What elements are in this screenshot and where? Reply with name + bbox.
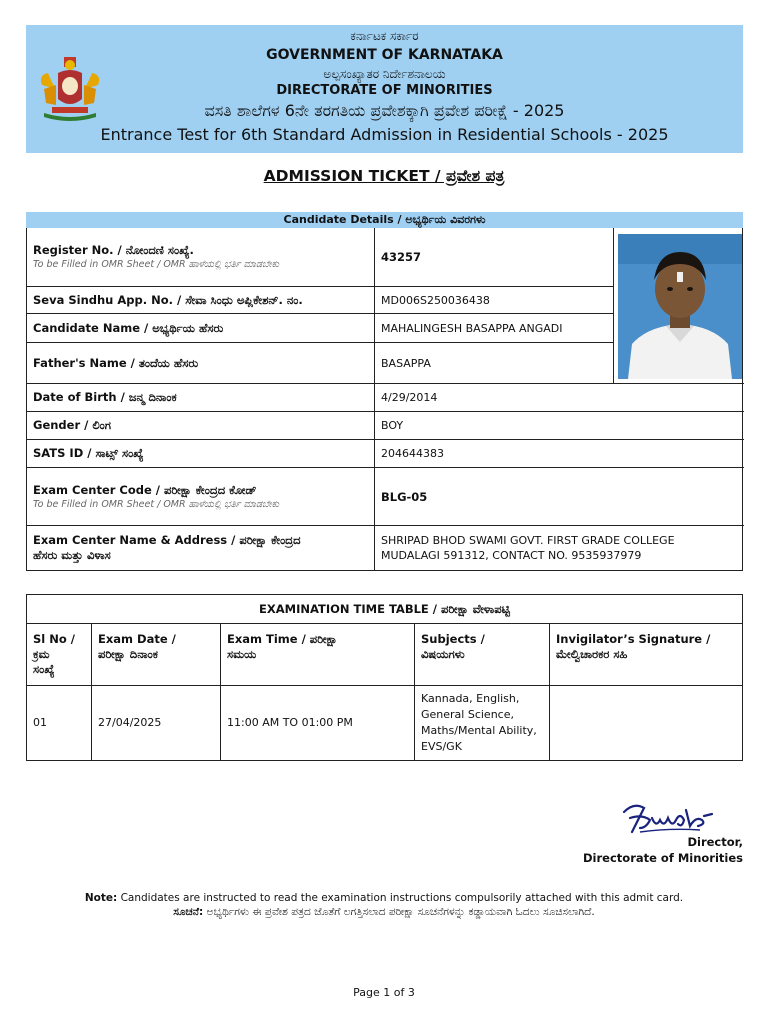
row-father-name (27, 342, 613, 383)
header-invigilator-signature: Invigilator’s Signature / ಮೇಲ್ವಿಚಾರಕರ ಸಹಿ (556, 632, 711, 661)
header-subjects: Subjects / ವಿಷಯಗಳು (415, 624, 550, 685)
row-register-no (27, 228, 613, 286)
cell-exam-time: 11:00 AM TO 01:00 PM (221, 686, 415, 760)
directorate-title: DIRECTORATE OF MINORITIES (276, 83, 493, 98)
dob-value: 4/29/2014 (381, 391, 438, 404)
cell-exam-date: 27/04/2025 (92, 686, 221, 760)
page-number: Page 1 of 3 (353, 986, 415, 999)
exam-timetable (26, 594, 743, 761)
kn-directorate-text: ಅಲ್ಪಸಂಖ್ಯಾತರ ನಿರ್ದೇಶನಾಲಯ (323, 67, 446, 81)
register-no-label: Register No. / ನೋಂದಣಿ ಸಂಖ್ಯೆ. (33, 243, 194, 257)
director-signature-icon (620, 798, 715, 836)
seva-sindhu-value: MD006S250036438 (381, 293, 490, 307)
exam-title: Entrance Test for 6th Standard Admission in Residential Schools - 2025 (100, 125, 669, 144)
photo-cell (613, 228, 744, 383)
header-exam-time: Exam Time / ಪರೀಕ್ಷಾ ಸಮಯ (221, 624, 415, 685)
kn-exam-title: ವಸತಿ ಶಾಲೆಗಳ 6ನೇ ತರಗತಿಯ ಪ್ರವೇಶಕ್ಕಾಗಿ ಪ್ರವೇಶ ಪರೀಕ್ಷೆ - 2025 (204, 101, 565, 120)
register-no-note: To be Filled in OMR Sheet / OMR ಹಾಳೆಯಲ್ಲಿ ಭರ್ತಿ ಮಾಡಬೇಕು (33, 259, 279, 270)
kn-government-text: ಕರ್ನಾಟಕ ಸರ್ಕಾರ (350, 29, 419, 43)
candidate-name-label: Candidate Name / ಅಭ್ಯರ್ಥಿಯ ಹೆಸರು (33, 320, 224, 335)
father-name-value: BASAPPA (381, 356, 431, 370)
header-exam-date: Exam Date / ಪರೀಕ್ಷಾ ದಿನಾಂಕ (92, 624, 221, 685)
gender-label: Gender / ಲಿಂಗ (33, 418, 111, 432)
cell-sl-no: 01 (27, 686, 92, 760)
row-center-code (27, 467, 744, 525)
father-name-label: Father's Name / ತಂದೆಯ ಹೆಸರು (33, 355, 199, 370)
row-seva-sindhu (27, 286, 613, 313)
note-label: Note: (84, 892, 118, 904)
register-no-value: 43257 (381, 250, 422, 264)
center-name-label-line1: Exam Center Name & Address / ಪರೀಕ್ಷಾ ಕೇಂದ್ರದ (33, 533, 301, 547)
director-title: Director, (687, 835, 743, 849)
sats-id-label: SATS ID / ಸಾಟ್ಸ್ ಸಂಖ್ಯೆ (33, 446, 144, 460)
note-english (0, 892, 768, 904)
row-dob (27, 383, 744, 411)
center-code-value: BLG-05 (381, 489, 428, 504)
dob-label: Date of Birth / ಜನ್ಮ ದಿನಾಂಕ (33, 390, 177, 404)
gender-value: BOY (381, 419, 404, 432)
center-code-note: To be Filled in OMR Sheet / OMR ಹಾಳೆಯಲ್ಲಿ ಭರ್ತಿ ಮಾಡಬೇಕು (33, 498, 279, 510)
director-office: Directorate of Minorities (583, 851, 743, 865)
candidate-details-table (26, 228, 743, 571)
center-code-label: Exam Center Code / ಪರೀಕ್ಷಾ ಕೇಂದ್ರದ ಕೋಡ್ (33, 482, 257, 497)
candidate-photo (618, 234, 742, 379)
table-row (27, 686, 742, 760)
row-candidate-name (27, 313, 613, 342)
center-name-value-line2: MUDALAGI 591312, CONTACT NO. 9535937979 (381, 549, 642, 562)
government-title: GOVERNMENT OF KARNATAKA (266, 47, 503, 63)
timetable-title: EXAMINATION TIME TABLE / ಪರೀಕ್ಷಾ ವೇಳಾಪಟ್ಟಿ (27, 595, 742, 624)
candidate-details-header: Candidate Details / ಅಭ್ಯರ್ಥಿಯ ವಿವರಗಳು (26, 212, 743, 228)
cell-invigilator-signature (550, 686, 742, 760)
note-kn-label: ಸೂಚನೆ: (173, 906, 204, 918)
header-banner (26, 25, 743, 153)
note-kn-text: ಅಭ್ಯರ್ಥಿಗಳು ಈ ಪ್ರವೇಶ ಪತ್ರದ ಜೊತೆಗೆ ಲಗತ್ತಿಸಲಾದ ಪರೀಕ್ಷಾ ಸೂಚನೆಗಳನ್ನು ಕಡ್ಡಾಯವಾಗಿ ಓದಲು ಸೂಚಿಸಲಾಗಿದೆ. (206, 906, 595, 918)
center-name-value-line1: SHRIPAD BHOD SWAMI GOVT. FIRST GRADE COLLEGE (381, 534, 675, 547)
header-sl-no: Sl No / ಕ್ರಮ ಸಂಖ್ಯೆ (27, 624, 92, 685)
candidate-name-value: MAHALINGESH BASAPPA ANGADI (381, 321, 563, 335)
row-sats-id (27, 439, 744, 467)
row-gender (27, 411, 744, 439)
note-kannada (0, 906, 768, 919)
timetable-header-row (27, 624, 742, 686)
row-center-name (27, 525, 744, 570)
admission-ticket-title: ADMISSION TICKET / ಪ್ರವೇಶ ಪತ್ರ (263, 167, 505, 185)
center-name-label-line2: ಹೆಸರು ಮತ್ತು ವಿಳಾಸ (33, 548, 111, 562)
note-text: Candidates are instructed to read the examination instructions compulsorily attached with this admit card. (120, 892, 684, 904)
sats-id-value: 204644383 (381, 447, 444, 460)
seva-sindhu-label: Seva Sindhu App. No. / ಸೇವಾ ಸಿಂಧು ಅಪ್ಲಿಕೇಶನ್. ನಂ. (33, 292, 303, 307)
director-signatory (583, 834, 743, 866)
cell-subjects: Kannada, English, General Science, Maths/Mental Ability, EVS/GK (415, 686, 550, 760)
